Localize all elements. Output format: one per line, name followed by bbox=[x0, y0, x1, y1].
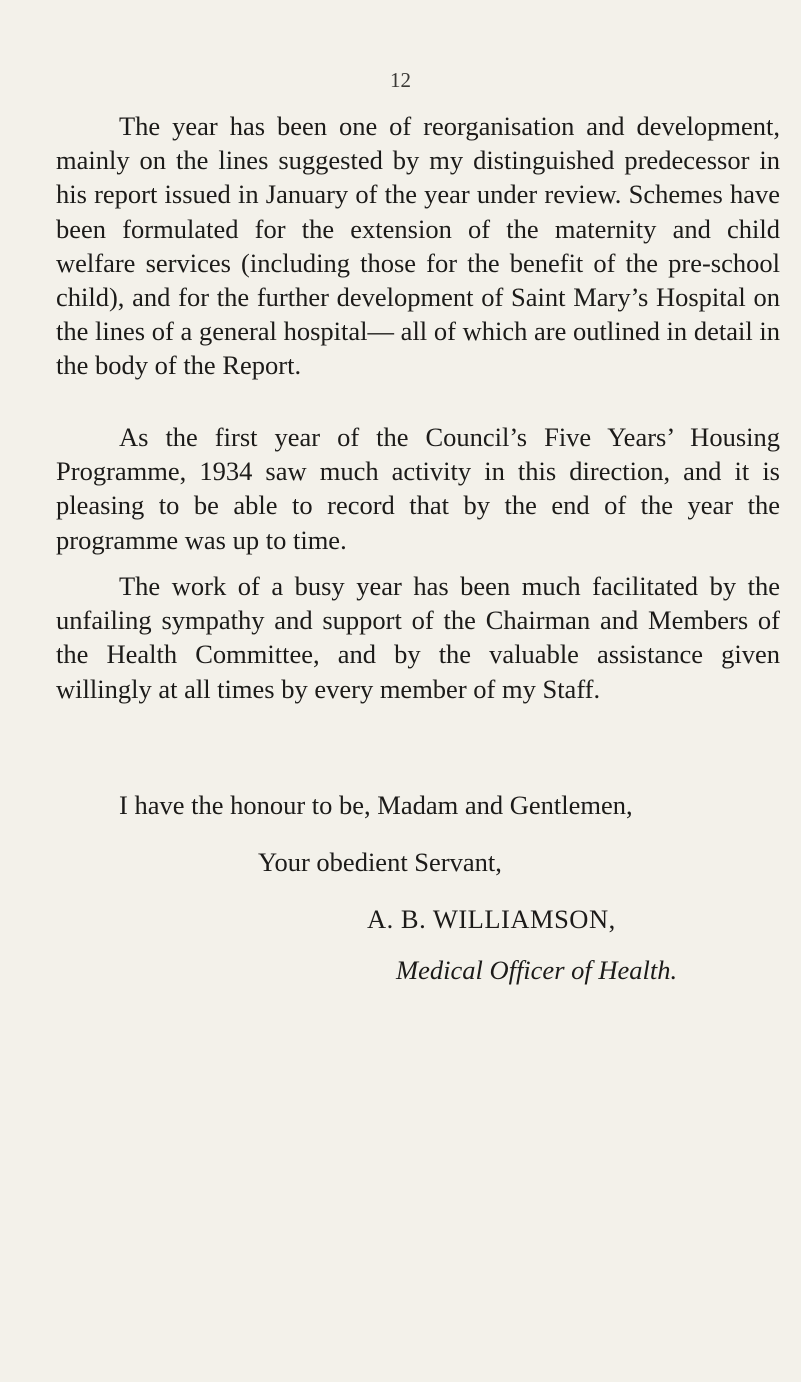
paragraph-acknowledgement: The work of a busy year has been much facilitated by the unfailing sympathy and support of the Chairman and Members of the Health Committee, and by the valuable assistance given willingly at all times by every member of my Staff. bbox=[56, 571, 780, 704]
valediction: Your obedient Servant, bbox=[258, 847, 502, 877]
paragraph-housing-programme: As the first year of the Council’s Five Years’ Housing Programme, 1934 saw much activity in this direction, and it is pleasing to be able to record that by the end of the year the programme was up to time. bbox=[56, 422, 780, 555]
signer-title: Medical Officer of Health. bbox=[396, 955, 678, 985]
paragraph-reorganisation: The year has been one of reorganisation and development, mainly on the lines suggested by my distinguished predecessor in his report issued in January of the year under review. Schemes have been formulated for the extension of the maternity and child welfare services (including those for the benefit of the pre-school child), and for the further development of Saint Mary’s Hospital on the lines of a general hospital— all of which are outlined in detail in the body of the Report. bbox=[56, 111, 780, 381]
page-number: 12 bbox=[390, 68, 411, 92]
signer-name: A. B. WILLIAMSON, bbox=[367, 904, 616, 934]
closing-line: I have the honour to be, Madam and Gentlemen, bbox=[119, 790, 633, 820]
